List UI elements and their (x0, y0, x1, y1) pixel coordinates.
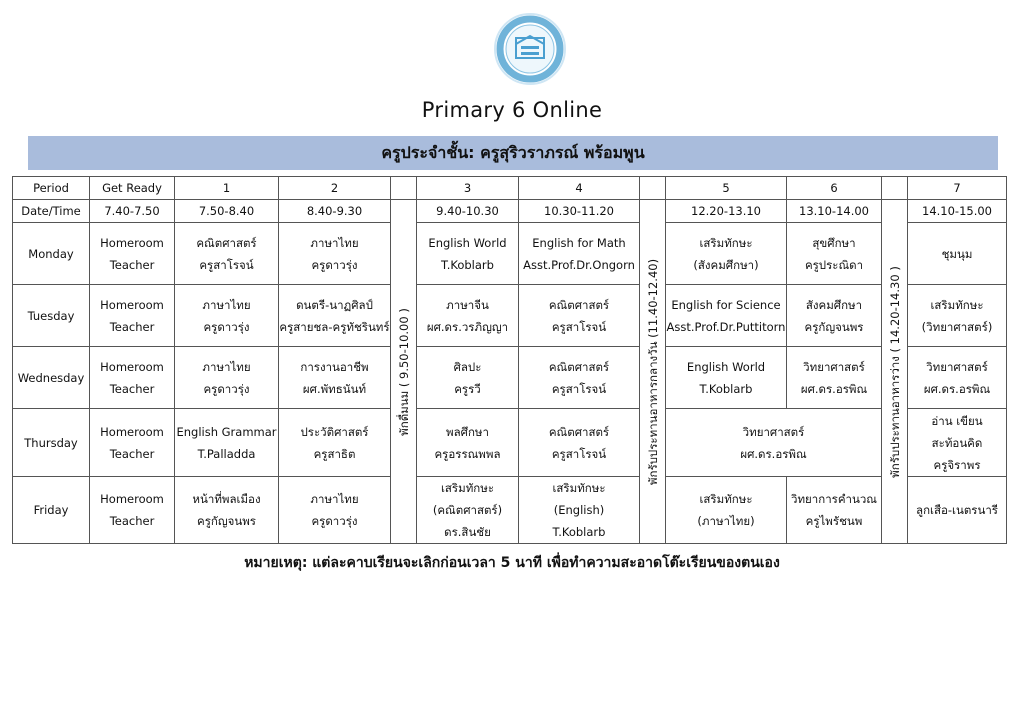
milk-break-label: พักดื่มนม ( 9.50-10.00 ) (396, 307, 411, 436)
day-tuesday: Tuesday (13, 285, 90, 347)
school-logo (493, 12, 567, 86)
header-period-2: 2 (279, 177, 391, 200)
lunch-break-cell (640, 200, 666, 544)
cell-tuesday-p5: English for Science Asst.Prof.Dr.Puttitorn (666, 285, 787, 347)
milk-break-cell (391, 200, 417, 544)
header-period-3: 3 (417, 177, 519, 200)
time-period-2: 8.40-9.30 (279, 200, 391, 223)
cell-thursday-p5-p6: วิทยาศาสตร์ ผศ.ดร.อรพิณ (666, 409, 882, 477)
header-period-6: 6 (787, 177, 882, 200)
cell-friday-p5: เสริมทักษะ (ภาษาไทย) (666, 477, 787, 544)
cell-wednesday-p3: ศิลปะ ครูรวี (417, 347, 519, 409)
header-period-7: 7 (908, 177, 1007, 200)
day-monday: Monday (13, 223, 90, 285)
time-period-1: 7.50-8.40 (175, 200, 279, 223)
cell-friday-p7: ลูกเสือ-เนตรนารี (908, 477, 1007, 544)
header-period-5: 5 (666, 177, 787, 200)
cell-tuesday-p1: ภาษาไทย ครูดาวรุ่ง (175, 285, 279, 347)
time-row (13, 200, 1007, 223)
table-row (13, 347, 1007, 409)
cell-wednesday-get-ready: Homeroom Teacher (90, 347, 175, 409)
cell-wednesday-p7: วิทยาศาสตร์ ผศ.ดร.อรพิณ (908, 347, 1007, 409)
header-period-4: 4 (519, 177, 640, 200)
cell-wednesday-p4: คณิตศาสตร์ ครูสาโรจน์ (519, 347, 640, 409)
header-period: Period (13, 177, 90, 200)
cell-thursday-p7: อ่าน เขียน สะท้อนคิด ครูจิราพร (908, 409, 1007, 477)
footer-note: หมายเหตุ: แต่ละคาบเรียนจะเลิกก่อนเวลา 5 นาที เพื่อทำความสะอาดโต๊ะเรียนของตนเอง (244, 555, 780, 571)
cell-thursday-p1: English Grammar T.Palladda (175, 409, 279, 477)
break-column-header (882, 177, 908, 200)
table-row (13, 409, 1007, 477)
table-row (13, 223, 1007, 285)
cell-monday-p7: ชุมนุม (908, 223, 1007, 285)
cell-monday-p4: English for Math Asst.Prof.Dr.Ongorn (519, 223, 640, 285)
timetable (12, 176, 1007, 544)
break-column-header (640, 177, 666, 200)
table-row (13, 477, 1007, 544)
cell-monday-p1: คณิตศาสตร์ ครูสาโรจน์ (175, 223, 279, 285)
cell-wednesday-p2: การงานอาชีพ ผศ.พัทธนันท์ (279, 347, 391, 409)
cell-monday-p5: เสริมทักษะ (สังคมศึกษา) (666, 223, 787, 285)
cell-friday-p1: หน้าที่พลเมือง ครูกัญจนพร (175, 477, 279, 544)
cell-tuesday-p2: ดนตรี-นาฏศิลป์ ครูสายชล-ครูทัชรินทร์ (279, 285, 391, 347)
time-period-7: 14.10-15.00 (908, 200, 1007, 223)
time-period-6: 13.10-14.00 (787, 200, 882, 223)
day-wednesday: Wednesday (13, 347, 90, 409)
cell-wednesday-p1: ภาษาไทย ครูดาวรุ่ง (175, 347, 279, 409)
cell-tuesday-p3: ภาษาจีน ผศ.ดร.วรภิญญา (417, 285, 519, 347)
cell-friday-p3: เสริมทักษะ (คณิตศาสตร์) ดร.สินชัย (417, 477, 519, 544)
table-row (13, 285, 1007, 347)
break-column-header (391, 177, 417, 200)
snack-break-label: พักรับประทานอาหารว่าง ( 14.20-14.30 ) (887, 265, 902, 478)
cell-thursday-p4: คณิตศาสตร์ ครูสาโรจน์ (519, 409, 640, 477)
page-title: Primary 6 Online (421, 98, 603, 122)
lunch-break-label: พักรับประทานอาหารกลางวัน (11.40-12.40) (645, 258, 660, 485)
time-label: Date/Time (13, 200, 90, 223)
cell-thursday-p3: พลศึกษา ครูอรรณพพล (417, 409, 519, 477)
header-row (13, 177, 1007, 200)
cell-tuesday-get-ready: Homeroom Teacher (90, 285, 175, 347)
cell-thursday-p2: ประวัติศาสตร์ ครูสาธิต (279, 409, 391, 477)
cell-wednesday-p6: วิทยาศาสตร์ ผศ.ดร.อรพิณ (787, 347, 882, 409)
snack-break-cell (882, 200, 908, 544)
cell-monday-get-ready: Homeroom Teacher (90, 223, 175, 285)
cell-friday-p4: เสริมทักษะ (English) T.Koblarb (519, 477, 640, 544)
cell-monday-p2: ภาษาไทย ครูดาวรุ่ง (279, 223, 391, 285)
cell-thursday-get-ready: Homeroom Teacher (90, 409, 175, 477)
day-thursday: Thursday (13, 409, 90, 477)
time-period-4: 10.30-11.20 (519, 200, 640, 223)
cell-tuesday-p7: เสริมทักษะ (วิทยาศาสตร์) (908, 285, 1007, 347)
cell-tuesday-p4: คณิตศาสตร์ ครูสาโรจน์ (519, 285, 640, 347)
cell-friday-p2: ภาษาไทย ครูดาวรุ่ง (279, 477, 391, 544)
header-get-ready: Get Ready (90, 177, 175, 200)
time-get-ready: 7.40-7.50 (90, 200, 175, 223)
time-period-3: 9.40-10.30 (417, 200, 519, 223)
cell-tuesday-p6: สังคมศึกษา ครูกัญจนพร (787, 285, 882, 347)
cell-friday-p6: วิทยาการคำนวณ ครูไพรัชนพ (787, 477, 882, 544)
cell-monday-p6: สุขศึกษา ครูประณิดา (787, 223, 882, 285)
cell-monday-p3: English World T.Koblarb (417, 223, 519, 285)
time-period-5: 12.20-13.10 (666, 200, 787, 223)
cell-wednesday-p5: English World T.Koblarb (666, 347, 787, 409)
header-period-1: 1 (175, 177, 279, 200)
homeroom-teacher-banner: ครูประจำชั้น: ครูสุริวราภรณ์ พร้อมพูน (28, 136, 998, 170)
day-friday: Friday (13, 477, 90, 544)
cell-friday-get-ready: Homeroom Teacher (90, 477, 175, 544)
